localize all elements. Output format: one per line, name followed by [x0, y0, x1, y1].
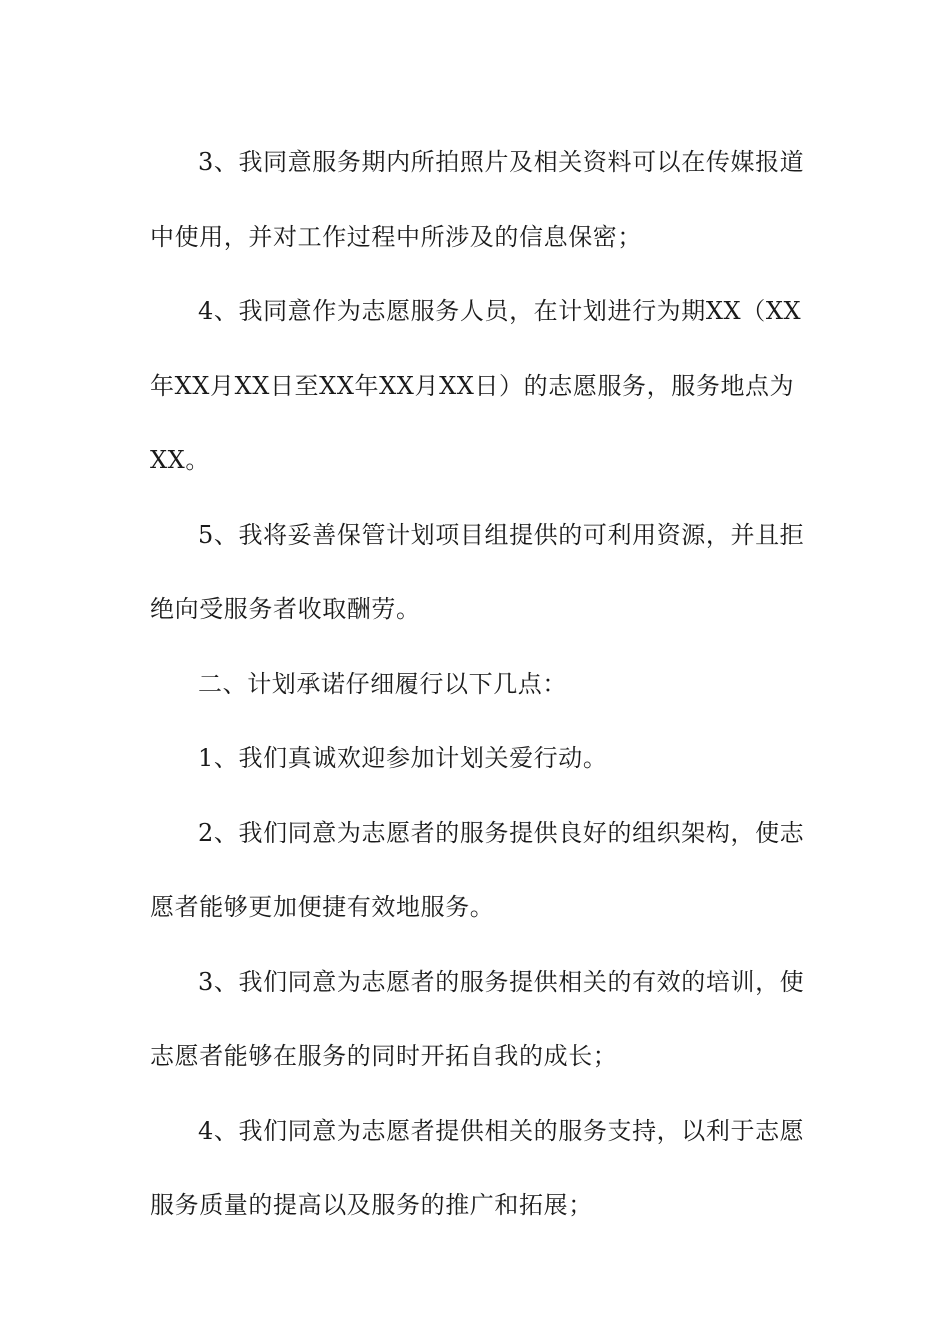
section-heading-plan-commitments: 二、计划承诺仔细履行以下几点： — [198, 669, 567, 698]
paragraph-volunteer-5: 5、我将妥善保管计划项目组提供的可利用资源，并且拒绝向受服务者收取酬劳。 — [150, 520, 805, 623]
paragraph-volunteer-3: 3、我同意服务期内所拍照片及相关资料可以在传媒报道中使用，并对工作过程中所涉及的信息保密； — [150, 148, 805, 251]
paragraph-plan-2: 2、我们同意为志愿者的服务提供良好的组织架构，使志愿者能够更加便捷有效地服务。 — [150, 818, 805, 921]
document-body — [150, 125, 810, 1243]
paragraph-volunteer-4: 4、我同意作为志愿服务人员，在计划进行为期XX（XX年XX月XX日至XX年XX月XX日）的志愿服务，服务地点为XX。 — [150, 297, 802, 474]
paragraph-plan-3: 3、我们同意为志愿者的服务提供相关的有效的培训，使志愿者能够在服务的同时开拓自我的成长； — [150, 967, 805, 1070]
paragraph-plan-1: 1、我们真诚欢迎参加计划关爱行动。 — [198, 744, 608, 772]
paragraph-plan-4: 4、我们同意为志愿者提供相关的服务支持，以利于志愿服务质量的提高以及服务的推广和拓展； — [150, 1116, 805, 1219]
